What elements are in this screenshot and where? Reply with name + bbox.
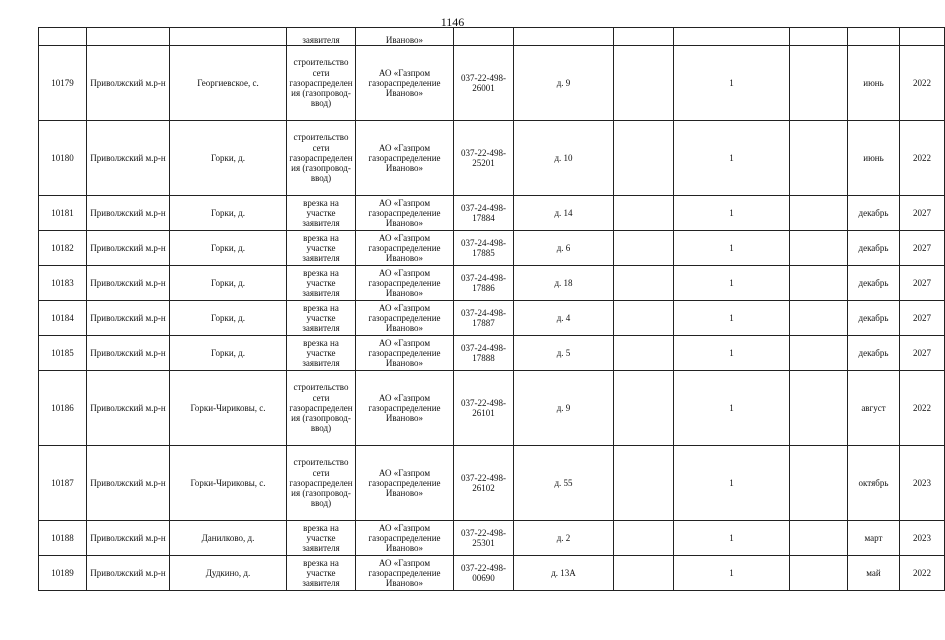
cell-month: март	[848, 521, 900, 556]
table-body	[39, 28, 945, 591]
cell-month: май	[848, 556, 900, 591]
cell-qty: 1	[674, 521, 790, 556]
cell-year: 2027	[900, 196, 945, 231]
cell-empty-b	[790, 266, 848, 301]
cell-id: 10179	[39, 46, 87, 121]
cell-locality: Горки, д.	[170, 231, 287, 266]
cell-work: строительство сети газораспределения (газопровод-ввод)	[287, 121, 356, 196]
cell-empty-a	[614, 266, 674, 301]
cell-work: врезка на участке заявителя	[287, 266, 356, 301]
cell-locality: Горки-Чириковы, с.	[170, 446, 287, 521]
cell-district	[87, 28, 170, 46]
table-row	[39, 266, 945, 301]
cell-qty: 1	[674, 266, 790, 301]
cell-org: АО «Газпром газораспределение Иваново»	[356, 371, 454, 446]
cell-code: 037-24-498-17888	[454, 336, 514, 371]
cell-empty-a	[614, 121, 674, 196]
cell-qty: 1	[674, 371, 790, 446]
cell-district: Приволжский м.р-н	[87, 301, 170, 336]
cell-code: 037-22-498-26101	[454, 371, 514, 446]
cell-org: Иваново»	[356, 28, 454, 46]
cell-id: 10184	[39, 301, 87, 336]
cell-empty-b	[790, 336, 848, 371]
cell-locality: Горки, д.	[170, 336, 287, 371]
cell-empty-a	[614, 371, 674, 446]
cell-house: д. 10	[514, 121, 614, 196]
table-row	[39, 446, 945, 521]
cell-work: врезка на участке заявителя	[287, 521, 356, 556]
cell-code: 037-22-498-26102	[454, 446, 514, 521]
cell-year: 2022	[900, 556, 945, 591]
cell-locality: Горки, д.	[170, 266, 287, 301]
cell-district: Приволжский м.р-н	[87, 336, 170, 371]
cell-work: врезка на участке заявителя	[287, 196, 356, 231]
cell-empty-a	[614, 196, 674, 231]
cell-org: АО «Газпром газораспределение Иваново»	[356, 231, 454, 266]
cell-month: декабрь	[848, 301, 900, 336]
cell-qty: 1	[674, 46, 790, 121]
cell-empty-b	[790, 301, 848, 336]
cell-district: Приволжский м.р-н	[87, 121, 170, 196]
cell-empty-a	[614, 301, 674, 336]
cell-empty-b	[790, 371, 848, 446]
cell-district: Приволжский м.р-н	[87, 556, 170, 591]
cell-empty-a	[614, 336, 674, 371]
cell-qty: 1	[674, 556, 790, 591]
cell-year: 2027	[900, 266, 945, 301]
cell-house: д. 9	[514, 46, 614, 121]
cell-org: АО «Газпром газораспределение Иваново»	[356, 521, 454, 556]
cell-house: д. 13А	[514, 556, 614, 591]
cell-org: АО «Газпром газораспределение Иваново»	[356, 446, 454, 521]
cell-district: Приволжский м.р-н	[87, 446, 170, 521]
cell-empty-a	[614, 446, 674, 521]
cell-district: Приволжский м.р-н	[87, 196, 170, 231]
cell-id: 10183	[39, 266, 87, 301]
cell-house: д. 6	[514, 231, 614, 266]
cell-locality: Дудкино, д.	[170, 556, 287, 591]
cell-qty: 1	[674, 446, 790, 521]
cell-house	[514, 28, 614, 46]
table-row	[39, 121, 945, 196]
cell-qty: 1	[674, 231, 790, 266]
table-row	[39, 521, 945, 556]
cell-code: 037-24-498-17885	[454, 231, 514, 266]
cell-org: АО «Газпром газораспределение Иваново»	[356, 301, 454, 336]
cell-empty-a	[614, 28, 674, 46]
cell-district: Приволжский м.р-н	[87, 46, 170, 121]
cell-work: заявителя	[287, 28, 356, 46]
table-row	[39, 371, 945, 446]
cell-qty: 1	[674, 196, 790, 231]
cell-empty-a	[614, 231, 674, 266]
cell-month: август	[848, 371, 900, 446]
cell-empty-b	[790, 121, 848, 196]
cell-empty-b	[790, 46, 848, 121]
cell-id: 10189	[39, 556, 87, 591]
cell-id: 10188	[39, 521, 87, 556]
table-row	[39, 336, 945, 371]
cell-code: 037-22-498-25201	[454, 121, 514, 196]
cell-id: 10180	[39, 121, 87, 196]
cell-empty-b	[790, 446, 848, 521]
cell-work: строительство сети газораспределения (газопровод-ввод)	[287, 46, 356, 121]
cell-district: Приволжский м.р-н	[87, 266, 170, 301]
cell-id: 10182	[39, 231, 87, 266]
continuation-row	[39, 28, 945, 46]
cell-year: 2022	[900, 121, 945, 196]
cell-district: Приволжский м.р-н	[87, 521, 170, 556]
cell-locality	[170, 28, 287, 46]
cell-locality: Горки, д.	[170, 196, 287, 231]
cell-org: АО «Газпром газораспределение Иваново»	[356, 556, 454, 591]
cell-house: д. 14	[514, 196, 614, 231]
cell-year: 2022	[900, 46, 945, 121]
cell-month: июнь	[848, 46, 900, 121]
cell-year	[900, 28, 945, 46]
cell-empty-b	[790, 28, 848, 46]
cell-house: д. 9	[514, 371, 614, 446]
cell-empty-a	[614, 46, 674, 121]
cell-empty-a	[614, 521, 674, 556]
cell-empty-b	[790, 521, 848, 556]
cell-locality: Горки-Чириковы, с.	[170, 371, 287, 446]
cell-org: АО «Газпром газораспределение Иваново»	[356, 46, 454, 121]
cell-house: д. 2	[514, 521, 614, 556]
table-row	[39, 231, 945, 266]
gas-connection-registry-table	[38, 27, 945, 591]
cell-id: 10186	[39, 371, 87, 446]
cell-id: 10181	[39, 196, 87, 231]
cell-qty: 1	[674, 336, 790, 371]
cell-org: АО «Газпром газораспределение Иваново»	[356, 336, 454, 371]
cell-year: 2022	[900, 371, 945, 446]
cell-district: Приволжский м.р-н	[87, 231, 170, 266]
cell-id: 10187	[39, 446, 87, 521]
cell-work: врезка на участке заявителя	[287, 231, 356, 266]
cell-locality: Георгиевское, с.	[170, 46, 287, 121]
cell-year: 2027	[900, 336, 945, 371]
cell-house: д. 4	[514, 301, 614, 336]
cell-month: июнь	[848, 121, 900, 196]
cell-code: 037-22-498-00690	[454, 556, 514, 591]
cell-org: АО «Газпром газораспределение Иваново»	[356, 266, 454, 301]
cell-month: декабрь	[848, 231, 900, 266]
table-row	[39, 196, 945, 231]
cell-code: 037-22-498-26001	[454, 46, 514, 121]
cell-locality: Горки, д.	[170, 301, 287, 336]
cell-locality: Горки, д.	[170, 121, 287, 196]
cell-year: 2027	[900, 301, 945, 336]
cell-district: Приволжский м.р-н	[87, 371, 170, 446]
cell-code: 037-24-498-17886	[454, 266, 514, 301]
cell-year: 2027	[900, 231, 945, 266]
cell-id	[39, 28, 87, 46]
cell-empty-b	[790, 196, 848, 231]
cell-month: декабрь	[848, 336, 900, 371]
cell-year: 2023	[900, 521, 945, 556]
cell-house: д. 18	[514, 266, 614, 301]
cell-work: врезка на участке заявителя	[287, 301, 356, 336]
cell-work: врезка на участке заявителя	[287, 336, 356, 371]
cell-code: 037-24-498-17884	[454, 196, 514, 231]
cell-work: врезка на участке заявителя	[287, 556, 356, 591]
cell-year: 2023	[900, 446, 945, 521]
cell-work: строительство сети газораспределения (газопровод-ввод)	[287, 371, 356, 446]
cell-empty-a	[614, 556, 674, 591]
cell-id: 10185	[39, 336, 87, 371]
cell-qty: 1	[674, 121, 790, 196]
cell-work: строительство сети газораспределения (газопровод-ввод)	[287, 446, 356, 521]
cell-month: октябрь	[848, 446, 900, 521]
cell-month	[848, 28, 900, 46]
cell-org: АО «Газпром газораспределение Иваново»	[356, 121, 454, 196]
cell-qty: 1	[674, 301, 790, 336]
table-row	[39, 46, 945, 121]
cell-month: декабрь	[848, 266, 900, 301]
cell-empty-b	[790, 231, 848, 266]
page-number: 1146	[440, 15, 465, 29]
cell-month: декабрь	[848, 196, 900, 231]
cell-house: д. 5	[514, 336, 614, 371]
cell-org: АО «Газпром газораспределение Иваново»	[356, 196, 454, 231]
cell-code: 037-22-498-25301	[454, 521, 514, 556]
cell-qty	[674, 28, 790, 46]
cell-locality: Данилково, д.	[170, 521, 287, 556]
table-row	[39, 556, 945, 591]
cell-code	[454, 28, 514, 46]
cell-house: д. 55	[514, 446, 614, 521]
table-row	[39, 301, 945, 336]
cell-empty-b	[790, 556, 848, 591]
cell-code: 037-24-498-17887	[454, 301, 514, 336]
